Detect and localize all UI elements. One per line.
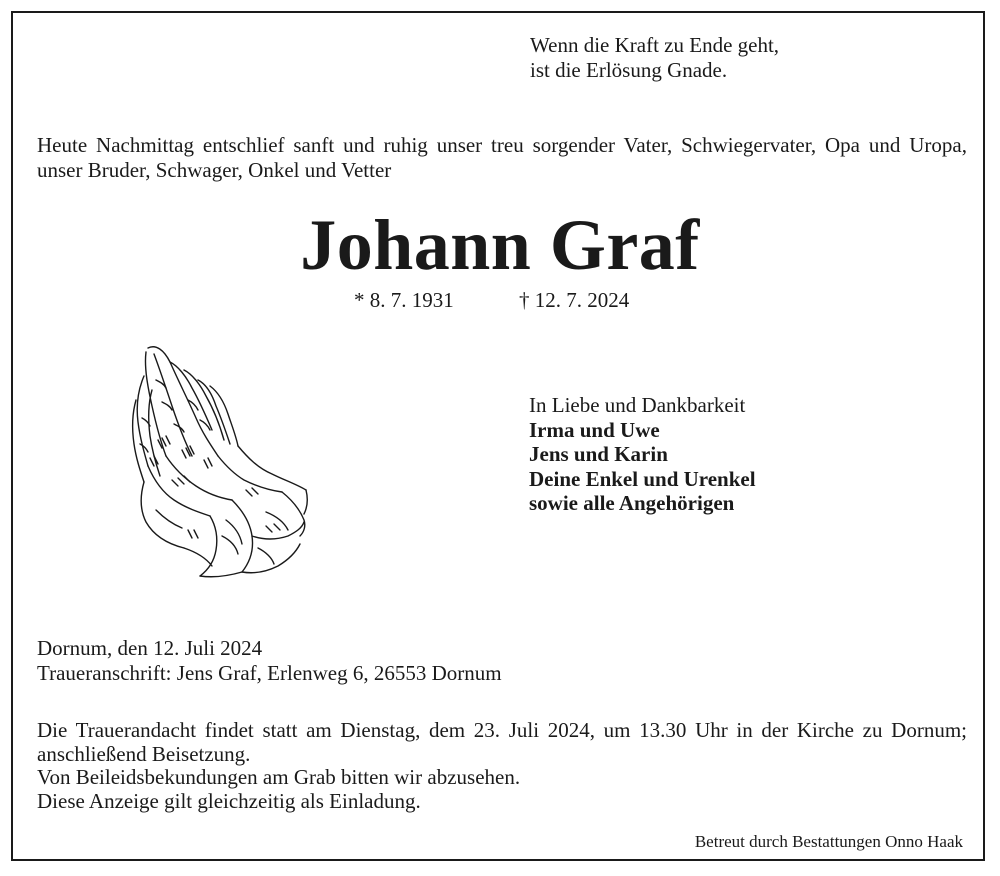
mourners-heading: In Liebe und Dankbarkeit: [529, 393, 746, 417]
place-and-address: [37, 636, 502, 686]
funeral-notice: [37, 719, 967, 813]
praying-hands-icon: [126, 340, 311, 580]
place-date: Dornum, den 12. Juli 2024: [37, 636, 263, 660]
birth-date: * 8. 7. 1931: [354, 288, 454, 312]
condolence-request: Von Beileidsbekundungen am Grab bitten wir abzusehen.: [37, 765, 521, 789]
motto-line-1: Wenn die Kraft zu Ende geht,: [530, 33, 780, 57]
motto-line-2: ist die Erlösung Gnade.: [530, 58, 728, 82]
invitation-note: Diese Anzeige gilt gleichzeitig als Einladung.: [37, 788, 421, 813]
mourner-name: Deine Enkel und Urenkel: [529, 466, 756, 491]
mourners-block: [529, 393, 756, 516]
mourner-name: Irma und Uwe: [529, 417, 660, 442]
mourning-address: Traueranschrift: Jens Graf, Erlenweg 6, 26553 Dornum: [37, 661, 502, 685]
mourners-names: [529, 418, 756, 516]
mourner-name: Jens und Karin: [529, 442, 668, 466]
mourner-name: sowie alle Angehörigen: [529, 491, 735, 515]
death-date: † 12. 7. 2024: [519, 288, 630, 312]
funeral-home-credit: Betreut durch Bestattungen Onno Haak: [694, 832, 963, 851]
deceased-name: Johann Graf: [300, 205, 700, 285]
intro-text: Heute Nachmittag entschlief sanft und ruhig unser treu sorgender Vater, Schwiegervater, Opa und Uropa, unser Bruder, Schwager, Onkel und Vetter: [37, 133, 967, 182]
service-info: Die Trauerandacht findet statt am Dienstag, dem 23. Juli 2024, um 13.30 Uhr in der Kirche zu Dornum; anschließend Beisetzung.: [37, 718, 967, 766]
motto-verse: [530, 33, 779, 83]
